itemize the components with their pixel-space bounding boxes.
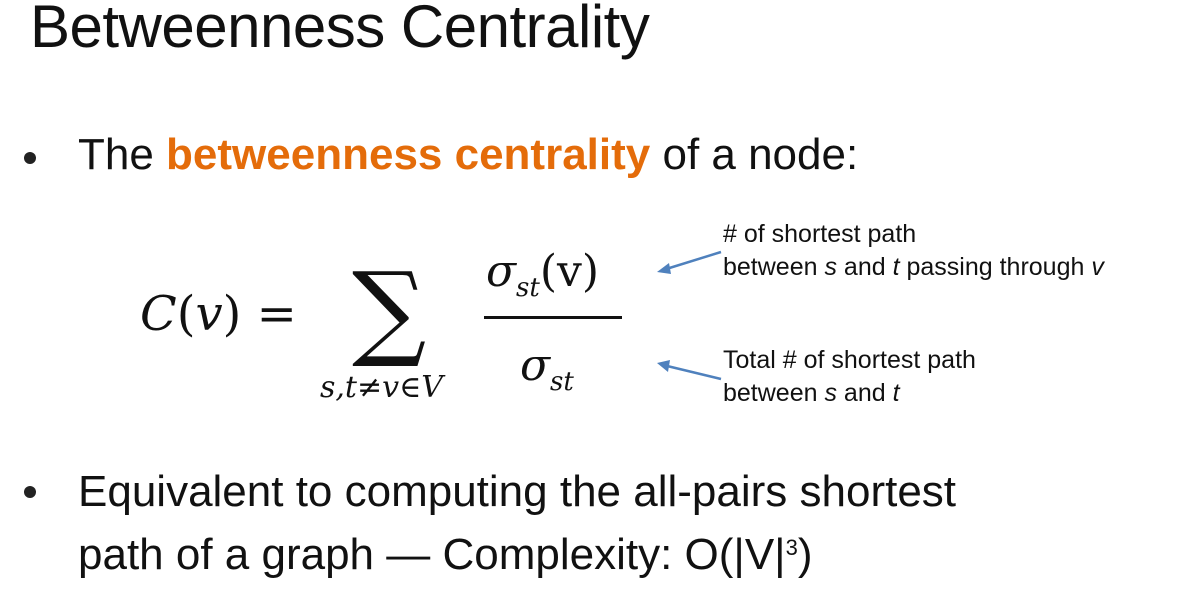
numerator-arg: (v) <box>539 246 600 297</box>
bullet-2-text <box>78 464 956 583</box>
arrow-top-icon <box>655 248 725 278</box>
bullet-1-suffix: of a node: <box>650 130 859 179</box>
formula-lhs <box>140 286 297 342</box>
summation-subscript: s,t≠v∈V <box>320 370 443 405</box>
annotation-denominator <box>723 344 976 410</box>
bullet-1-prefix: The <box>78 130 167 179</box>
annotation-denominator-line2 <box>723 377 976 410</box>
bullet-dot-icon <box>24 486 36 498</box>
fraction-numerator <box>486 246 599 303</box>
ann-var-v: v <box>1091 253 1104 281</box>
ann-text-a: between <box>723 253 825 281</box>
formula-close-paren: ) <box>222 286 242 342</box>
formula-equals: = <box>241 286 297 342</box>
slide-title: Betweenness Centrality <box>30 0 650 60</box>
complexity-text: path of a graph — Complexity: O(|V| <box>78 530 786 579</box>
annotation-numerator-line1: # of shortest path <box>723 220 917 248</box>
highlight-term: betweenness centrality <box>166 130 651 179</box>
ann-text-b: and <box>836 253 893 281</box>
formula-open-paren: ( <box>176 286 196 342</box>
denominator-sigma: σ <box>520 340 551 391</box>
denominator-subscript: st <box>550 366 574 397</box>
complexity-close: ) <box>797 530 813 579</box>
bullet-2-line1: Equivalent to computing the all-pairs shortest <box>78 467 957 516</box>
fraction-denominator <box>520 340 574 397</box>
formula-v: v <box>195 286 223 342</box>
annotation-numerator <box>723 218 1104 284</box>
ann-var-s: s <box>824 253 837 281</box>
fraction-bar <box>484 316 622 319</box>
ann2-text-a: between <box>723 379 825 407</box>
numerator-subscript: st <box>516 272 540 303</box>
formula-c: C <box>140 286 177 342</box>
annotation-numerator-line2 <box>723 251 1104 284</box>
arrow-bottom-icon <box>655 355 725 385</box>
bullet-2-line2 <box>78 520 956 583</box>
bullet-1-text <box>78 130 858 180</box>
summation-symbol: ∑ <box>352 249 427 371</box>
numerator-sigma: σ <box>486 246 517 297</box>
ann2-text-b: and <box>836 379 893 407</box>
ann-var-t: t <box>892 253 900 281</box>
ann2-var-s: s <box>824 379 837 407</box>
annotation-denominator-line1: Total # of shortest path <box>723 346 976 374</box>
betweenness-formula <box>140 236 640 436</box>
ann-text-c: passing through <box>899 253 1092 281</box>
ann2-var-t: t <box>892 379 900 407</box>
complexity-exponent: 3 <box>785 535 798 560</box>
bullet-dot-icon <box>24 152 36 164</box>
